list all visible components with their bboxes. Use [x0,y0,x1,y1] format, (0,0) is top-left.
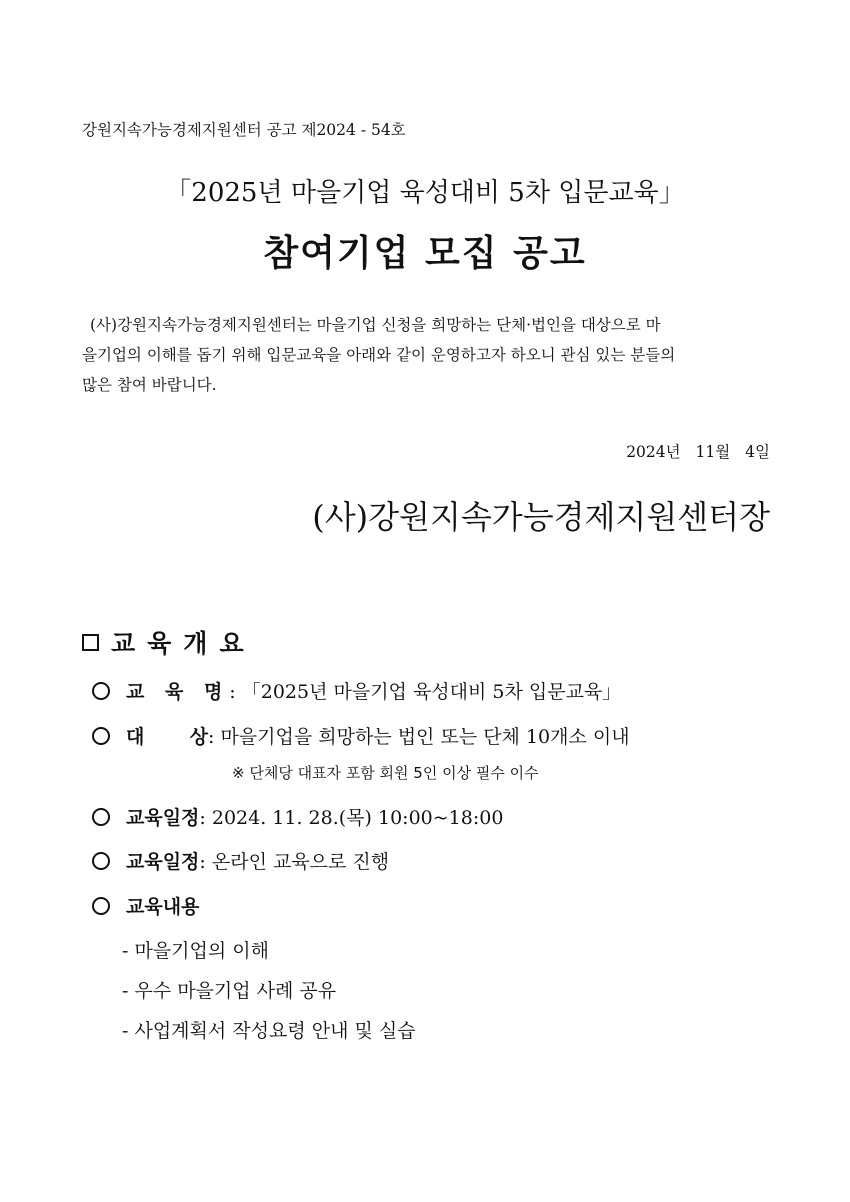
item-value: : 「2025년 마을기업 육성대비 5차 입문교육」 [229,681,622,703]
overview-item-format [92,847,389,874]
item-value: : 마을기업을 희망하는 법인 또는 단체 10개소 이내 [208,726,630,748]
issuer-name: (사)강원지속가능경제지원센터장 [312,498,770,536]
overview-item-target [92,722,630,749]
notice-number: 강원지속가능경제지원센터 공고 제2024 - 54호 [82,121,406,139]
content-list-item: - 사업계획서 작성요령 안내 및 실습 [122,1020,416,1042]
intro-line: (사)강원지속가능경제지원센터는 마을기업 신청을 희망하는 단체·법인을 대상으로 마 [90,316,661,334]
section-heading [82,624,256,660]
item-value: : 온라인 교육으로 진행 [199,851,390,873]
item-label: 교육내용 [126,896,200,918]
circle-bullet-icon [92,852,110,870]
document-subtitle: 참여기업 모집 공고 [263,232,587,274]
circle-bullet-icon [92,808,110,826]
intro-line: 을기업의 이해를 돕기 위해 입문교육을 아래와 같이 운영하고자 하오니 관심 있는 분들의 [82,346,676,364]
item-label: 교육일정 [126,807,200,829]
item-label: 교 육 명 [126,681,230,703]
document-title: 「2025년 마을기업 육성대비 5차 입문교육」 [165,178,685,208]
square-bullet-icon [82,634,99,651]
circle-bullet-icon [92,897,110,915]
overview-item-contents [92,892,199,919]
content-list-item: - 마을기업의 이해 [122,940,269,962]
item-label: 교육일정 [126,851,200,873]
intro-line: 많은 참여 바랍니다. [82,376,217,394]
content-list-item: - 우수 마을기업 사례 공유 [122,980,337,1002]
circle-bullet-icon [92,682,110,700]
target-note: ※ 단체당 대표자 포함 회원 5인 이상 필수 이수 [232,764,539,782]
overview-item-course-name [92,677,621,704]
section-title: 교육개요 [111,629,256,658]
circle-bullet-icon [92,727,110,745]
item-label: 대 상 [126,726,208,748]
intro-paragraph [82,310,770,400]
item-value: : 2024. 11. 28.(목) 10:00~18:00 [199,807,504,829]
notice-date: 2024년 11월 4일 [626,443,770,461]
overview-item-schedule [92,803,503,830]
